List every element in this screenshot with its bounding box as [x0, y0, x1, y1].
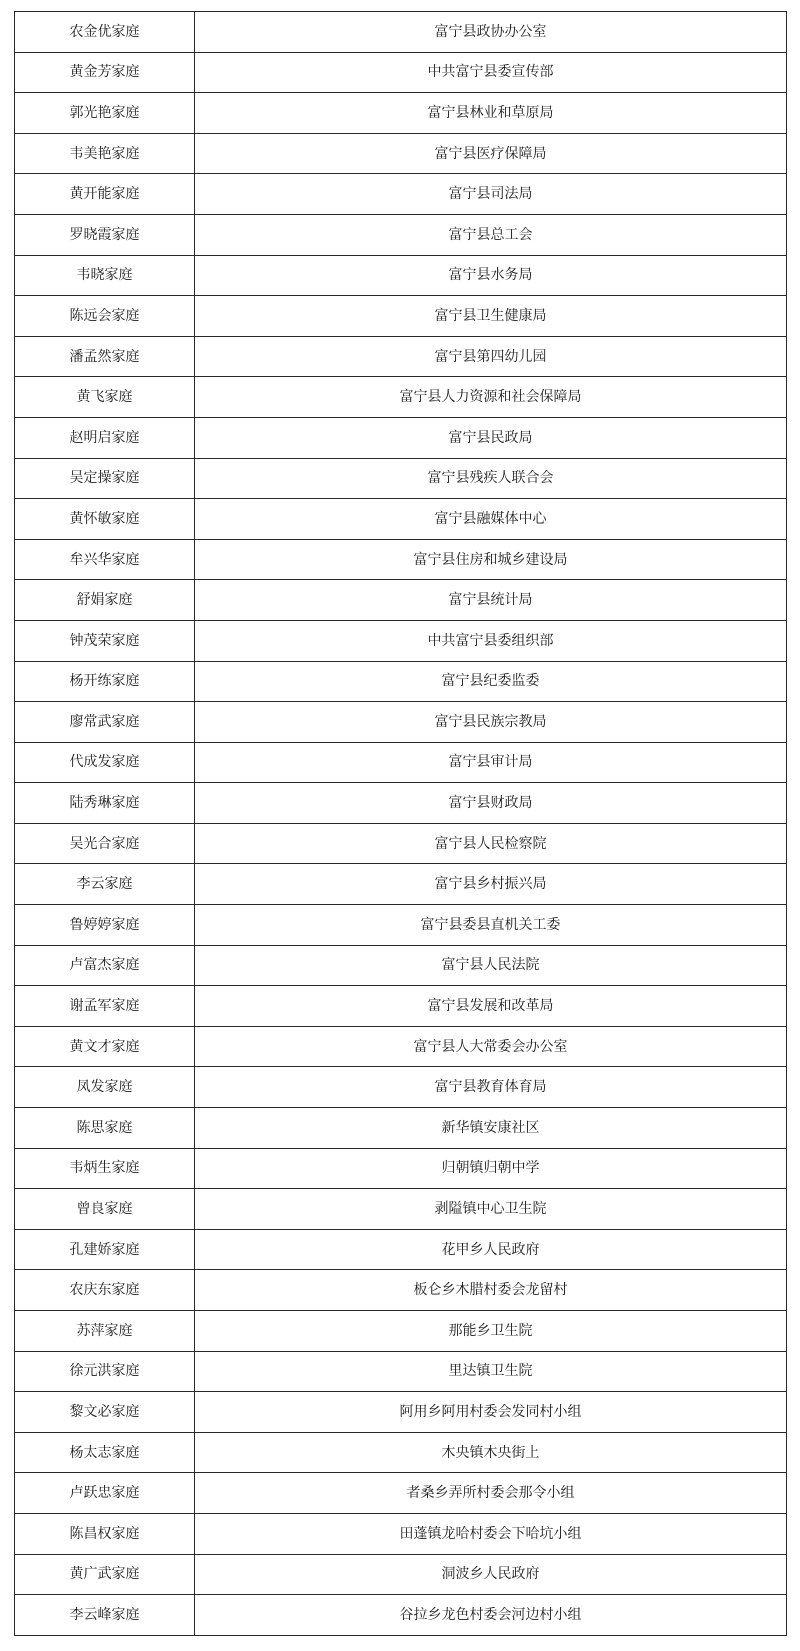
table-row — [15, 783, 787, 824]
work-unit-cell: 富宁县人民法院 — [195, 945, 787, 986]
family-list-table — [14, 11, 787, 1636]
family-name-cell: 凤发家庭 — [15, 1067, 195, 1108]
table-row — [15, 1595, 787, 1636]
family-name-cell: 钟茂荣家庭 — [15, 620, 195, 661]
work-unit-cell: 富宁县人大常委会办公室 — [195, 1026, 787, 1067]
table-row — [15, 905, 787, 946]
family-name-cell: 韦晓家庭 — [15, 255, 195, 296]
family-name-cell: 农庆东家庭 — [15, 1270, 195, 1311]
family-name-cell: 黎文必家庭 — [15, 1392, 195, 1433]
table-row — [15, 864, 787, 905]
family-name-cell: 李云峰家庭 — [15, 1595, 195, 1636]
table-row — [15, 1270, 787, 1311]
work-unit-cell: 富宁县总工会 — [195, 214, 787, 255]
family-name-cell: 黄开能家庭 — [15, 174, 195, 215]
work-unit-cell: 阿用乡阿用村委会发同村小组 — [195, 1392, 787, 1433]
family-name-cell: 农金优家庭 — [15, 12, 195, 53]
table-row — [15, 336, 787, 377]
table-row — [15, 499, 787, 540]
family-name-cell: 黄怀敏家庭 — [15, 499, 195, 540]
family-name-cell: 陈远会家庭 — [15, 296, 195, 337]
family-name-cell: 曾良家庭 — [15, 1189, 195, 1230]
family-name-cell: 谢孟军家庭 — [15, 986, 195, 1027]
family-name-cell: 苏萍家庭 — [15, 1311, 195, 1352]
table-row — [15, 174, 787, 215]
table-row — [15, 539, 787, 580]
work-unit-cell: 谷拉乡龙色村委会河边村小组 — [195, 1595, 787, 1636]
work-unit-cell: 富宁县发展和改革局 — [195, 986, 787, 1027]
work-unit-cell: 花甲乡人民政府 — [195, 1229, 787, 1270]
family-name-cell: 黄飞家庭 — [15, 377, 195, 418]
family-name-cell: 黄金芳家庭 — [15, 52, 195, 93]
work-unit-cell: 板仑乡木腊村委会龙留村 — [195, 1270, 787, 1311]
table-row — [15, 214, 787, 255]
family-name-cell: 韦美艳家庭 — [15, 133, 195, 174]
table-row — [15, 458, 787, 499]
family-name-cell: 孔建娇家庭 — [15, 1229, 195, 1270]
work-unit-cell: 洞波乡人民政府 — [195, 1554, 787, 1595]
work-unit-cell: 富宁县水务局 — [195, 255, 787, 296]
table-row — [15, 742, 787, 783]
work-unit-cell: 富宁县第四幼儿园 — [195, 336, 787, 377]
table-row — [15, 1026, 787, 1067]
family-name-cell: 郭光艳家庭 — [15, 93, 195, 134]
table-row — [15, 986, 787, 1027]
table-row — [15, 1311, 787, 1352]
table-row — [15, 1108, 787, 1149]
family-name-cell: 李云家庭 — [15, 864, 195, 905]
family-name-cell: 卢跃忠家庭 — [15, 1473, 195, 1514]
family-name-cell: 牟兴华家庭 — [15, 539, 195, 580]
work-unit-cell: 木央镇木央街上 — [195, 1432, 787, 1473]
family-name-cell: 陈昌权家庭 — [15, 1513, 195, 1554]
table-row — [15, 945, 787, 986]
table-row — [15, 1513, 787, 1554]
family-name-cell: 杨开练家庭 — [15, 661, 195, 702]
table-row — [15, 1432, 787, 1473]
family-name-cell: 陆秀琳家庭 — [15, 783, 195, 824]
work-unit-cell: 富宁县财政局 — [195, 783, 787, 824]
table-row — [15, 823, 787, 864]
table-row — [15, 1229, 787, 1270]
work-unit-cell: 田蓬镇龙哈村委会下哈坑小组 — [195, 1513, 787, 1554]
work-unit-cell: 里达镇卫生院 — [195, 1351, 787, 1392]
family-name-cell: 吴光合家庭 — [15, 823, 195, 864]
table-row — [15, 417, 787, 458]
work-unit-cell: 中共富宁县委组织部 — [195, 620, 787, 661]
work-unit-cell: 富宁县民族宗教局 — [195, 702, 787, 743]
work-unit-cell: 富宁县审计局 — [195, 742, 787, 783]
family-name-cell: 赵明启家庭 — [15, 417, 195, 458]
work-unit-cell: 中共富宁县委宣传部 — [195, 52, 787, 93]
family-name-cell: 吴定操家庭 — [15, 458, 195, 499]
work-unit-cell: 富宁县融媒体中心 — [195, 499, 787, 540]
table-row — [15, 1067, 787, 1108]
family-name-cell: 代成发家庭 — [15, 742, 195, 783]
table-row — [15, 377, 787, 418]
work-unit-cell: 富宁县人力资源和社会保障局 — [195, 377, 787, 418]
table-row — [15, 1554, 787, 1595]
family-name-cell: 鲁婷婷家庭 — [15, 905, 195, 946]
work-unit-cell: 富宁县教育体育局 — [195, 1067, 787, 1108]
work-unit-cell: 富宁县纪委监委 — [195, 661, 787, 702]
family-name-cell: 潘孟然家庭 — [15, 336, 195, 377]
table-row — [15, 296, 787, 337]
work-unit-cell: 富宁县政协办公室 — [195, 12, 787, 53]
family-name-cell: 舒娟家庭 — [15, 580, 195, 621]
work-unit-cell: 富宁县医疗保障局 — [195, 133, 787, 174]
work-unit-cell: 富宁县统计局 — [195, 580, 787, 621]
family-name-cell: 黄广武家庭 — [15, 1554, 195, 1595]
table-row — [15, 52, 787, 93]
work-unit-cell: 富宁县住房和城乡建设局 — [195, 539, 787, 580]
work-unit-cell: 富宁县人民检察院 — [195, 823, 787, 864]
family-name-cell: 徐元洪家庭 — [15, 1351, 195, 1392]
family-list-table-container — [14, 11, 786, 1636]
work-unit-cell: 富宁县司法局 — [195, 174, 787, 215]
work-unit-cell: 富宁县民政局 — [195, 417, 787, 458]
work-unit-cell: 那能乡卫生院 — [195, 1311, 787, 1352]
family-name-cell: 廖常武家庭 — [15, 702, 195, 743]
work-unit-cell: 富宁县委县直机关工委 — [195, 905, 787, 946]
table-row — [15, 93, 787, 134]
table-row — [15, 12, 787, 53]
work-unit-cell: 归朝镇归朝中学 — [195, 1148, 787, 1189]
family-name-cell: 杨太志家庭 — [15, 1432, 195, 1473]
work-unit-cell: 者桑乡弄所村委会那令小组 — [195, 1473, 787, 1514]
table-row — [15, 1392, 787, 1433]
table-row — [15, 1148, 787, 1189]
table-row — [15, 661, 787, 702]
table-row — [15, 1473, 787, 1514]
family-name-cell: 陈思家庭 — [15, 1108, 195, 1149]
table-body — [15, 12, 787, 1636]
table-row — [15, 1351, 787, 1392]
table-row — [15, 1189, 787, 1230]
work-unit-cell: 剥隘镇中心卫生院 — [195, 1189, 787, 1230]
work-unit-cell: 富宁县残疾人联合会 — [195, 458, 787, 499]
table-row — [15, 702, 787, 743]
family-name-cell: 卢富杰家庭 — [15, 945, 195, 986]
work-unit-cell: 新华镇安康社区 — [195, 1108, 787, 1149]
table-row — [15, 620, 787, 661]
table-row — [15, 133, 787, 174]
work-unit-cell: 富宁县卫生健康局 — [195, 296, 787, 337]
family-name-cell: 韦炳生家庭 — [15, 1148, 195, 1189]
work-unit-cell: 富宁县林业和草原局 — [195, 93, 787, 134]
work-unit-cell: 富宁县乡村振兴局 — [195, 864, 787, 905]
family-name-cell: 黄文才家庭 — [15, 1026, 195, 1067]
table-row — [15, 255, 787, 296]
table-row — [15, 580, 787, 621]
family-name-cell: 罗晓霞家庭 — [15, 214, 195, 255]
